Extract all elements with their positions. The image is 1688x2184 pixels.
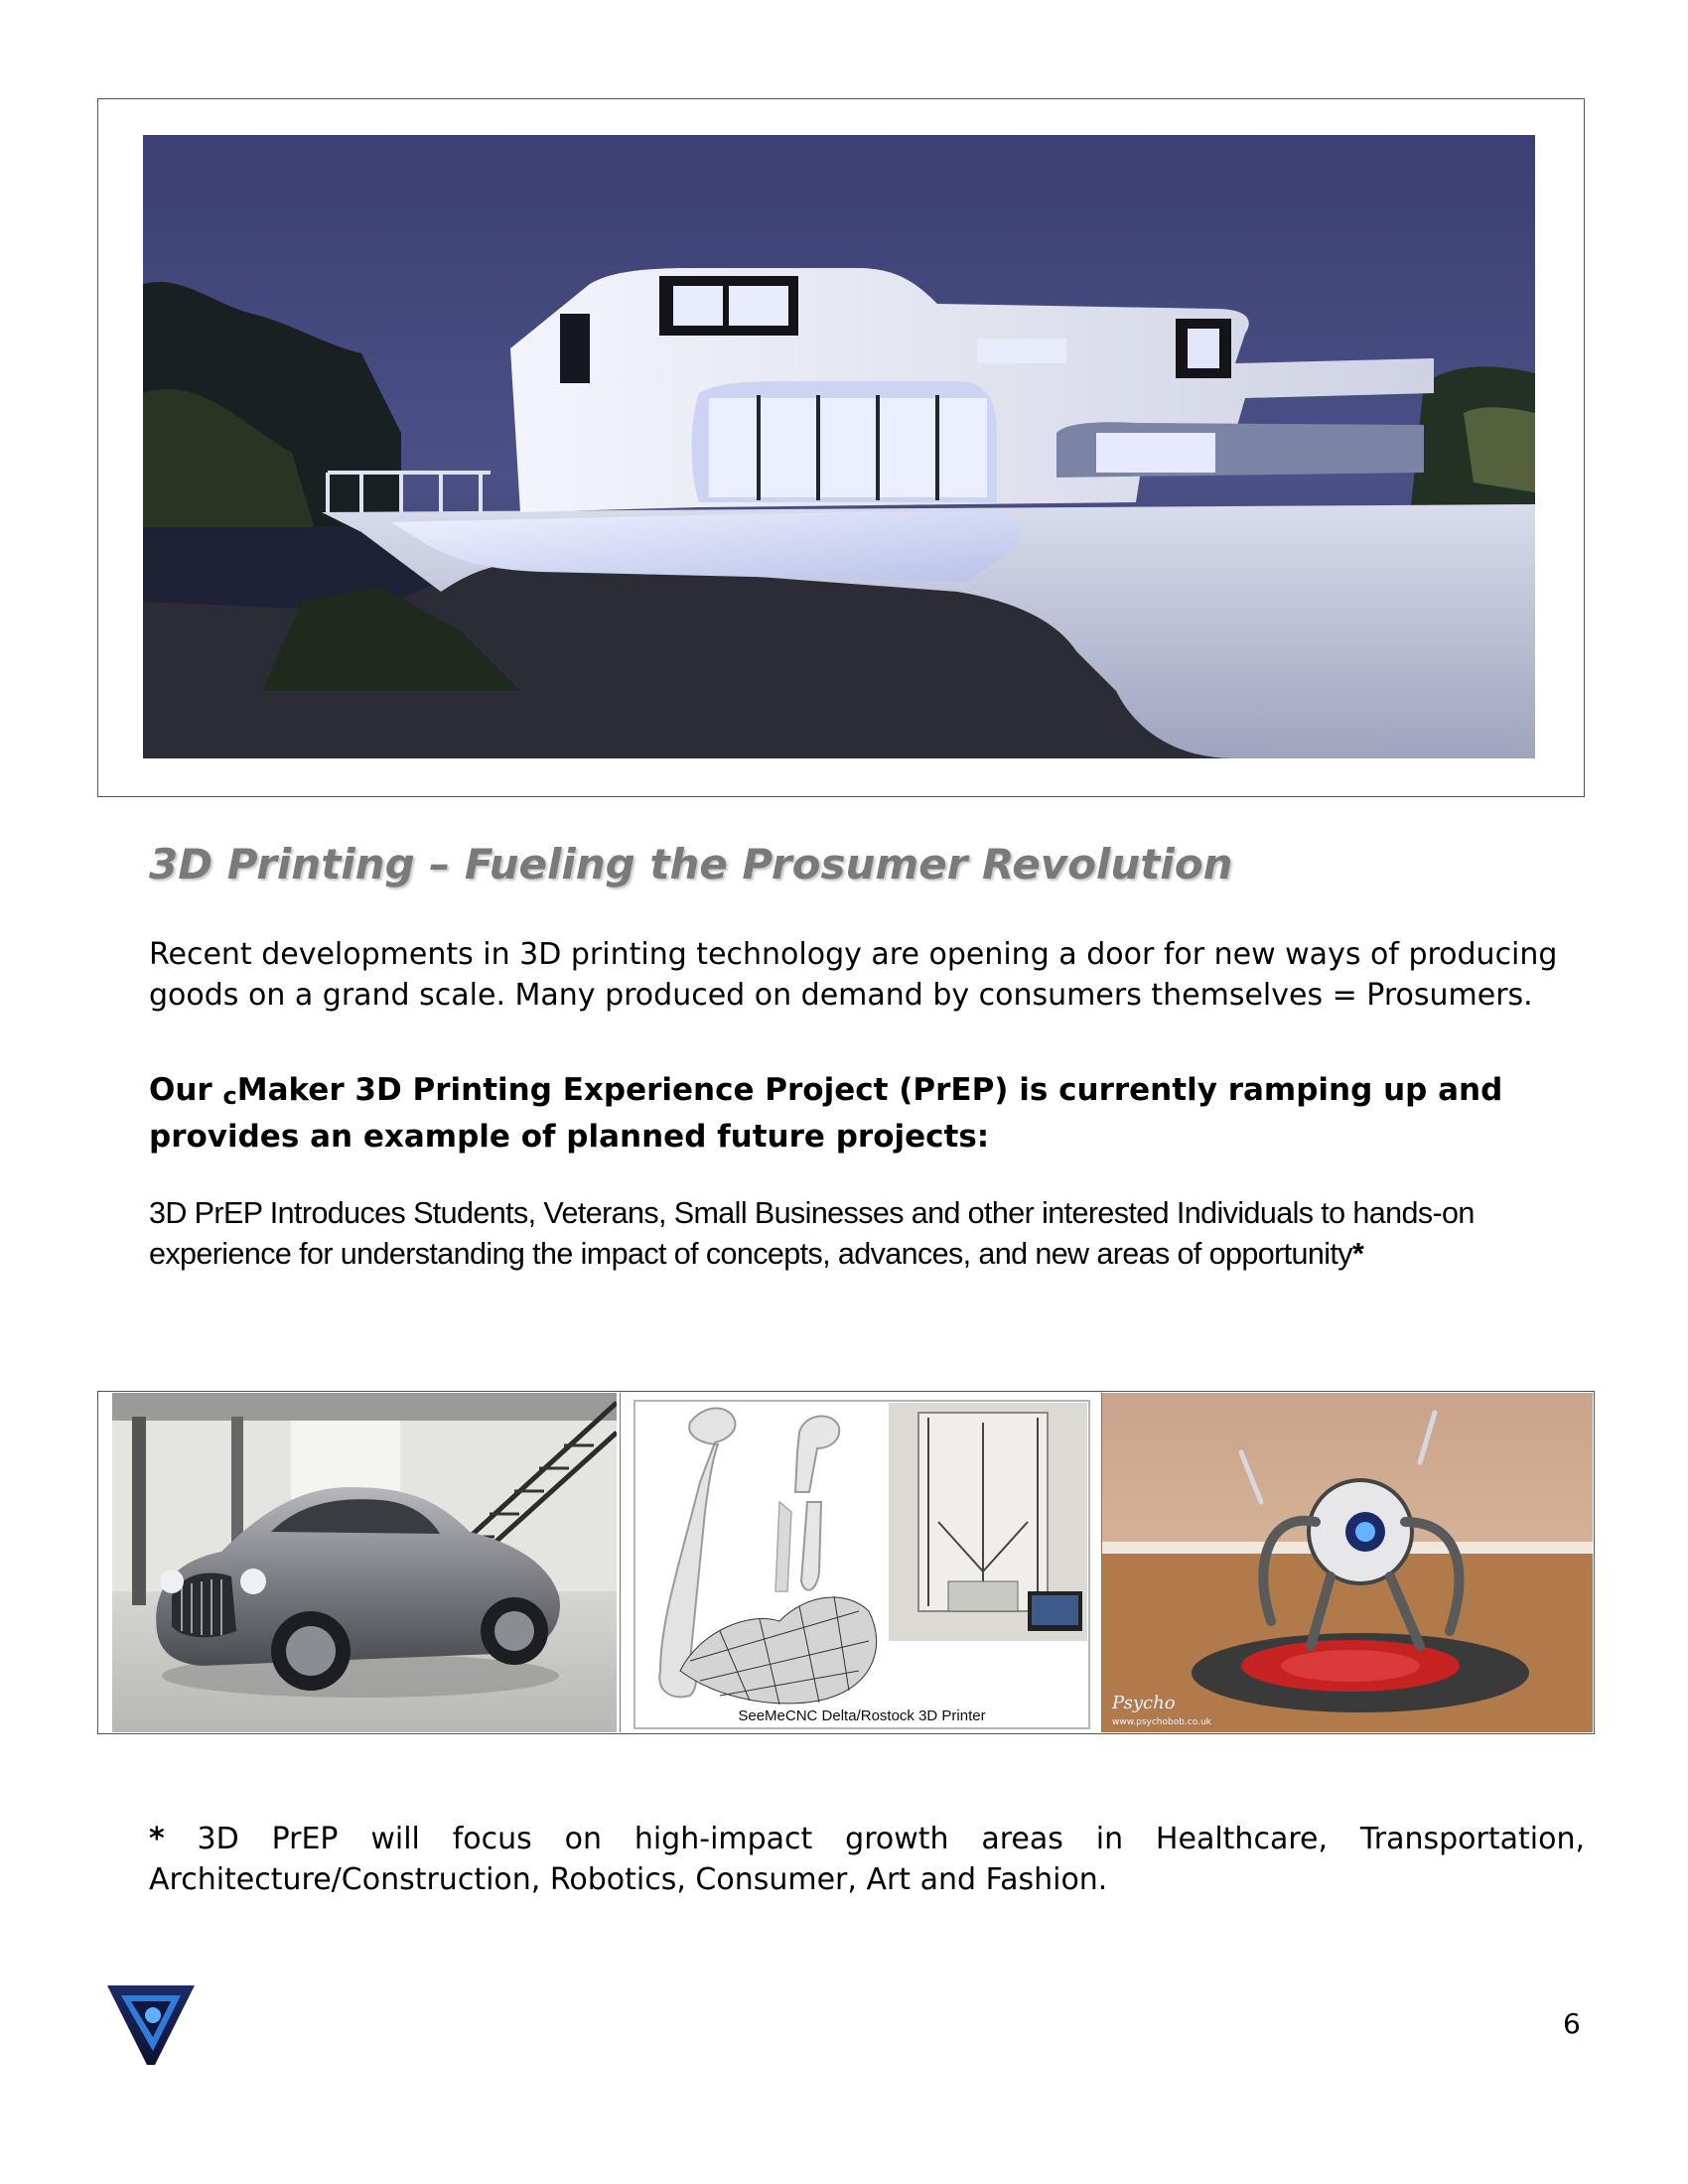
prep-description-text: 3D PrEP Introduces Students, Veterans, Small Businesses and other interested Individuals to hands-on experience for understanding the impact of concepts, advances, and new areas of opportunity	[149, 1196, 1475, 1271]
footnote	[149, 1819, 1585, 1900]
hero-photo-futuristic-house	[143, 135, 1535, 758]
intro-paragraph: Recent developments in 3D printing technology are opening a door for new ways of producing goods on a grand scale. Many produced on demand by consumers themselves = Prosumers.	[149, 937, 1558, 1013]
robot-url: www.psychobob.co.uk	[1112, 1717, 1211, 1727]
project-prefix: Our	[149, 1072, 223, 1108]
footnote-text: 3D PrEP will focus on high-impact growth areas in Healthcare, Transportation, Architecture/Construction, Robotics, Consumer, Art and Fashion.	[149, 1822, 1585, 1897]
page-number: 6	[1563, 2007, 1581, 2040]
asterisk-marker: *	[1351, 1237, 1364, 1271]
project-statement	[149, 1070, 1585, 1158]
prep-description	[149, 1193, 1585, 1275]
page-heading: 3D Printing – Fueling the Prosumer Revolution	[149, 840, 1233, 888]
gallery-photo-bones-printer	[620, 1393, 1102, 1732]
company-logo	[103, 1981, 199, 2069]
project-rest: Maker 3D Printing Experience Project (PrEP) is currently ramping up and provides an example of planned future projects:	[149, 1072, 1503, 1155]
printer-caption: SeeMeCNC Delta/Rostock 3D Printer	[738, 1707, 986, 1724]
gallery-photo-car	[112, 1393, 617, 1732]
project-small-c: c	[222, 1082, 237, 1110]
robot-brand: Psycho	[1112, 1693, 1176, 1713]
footnote-asterisk: *	[149, 1822, 165, 1856]
gallery-photo-robot	[1102, 1393, 1593, 1732]
